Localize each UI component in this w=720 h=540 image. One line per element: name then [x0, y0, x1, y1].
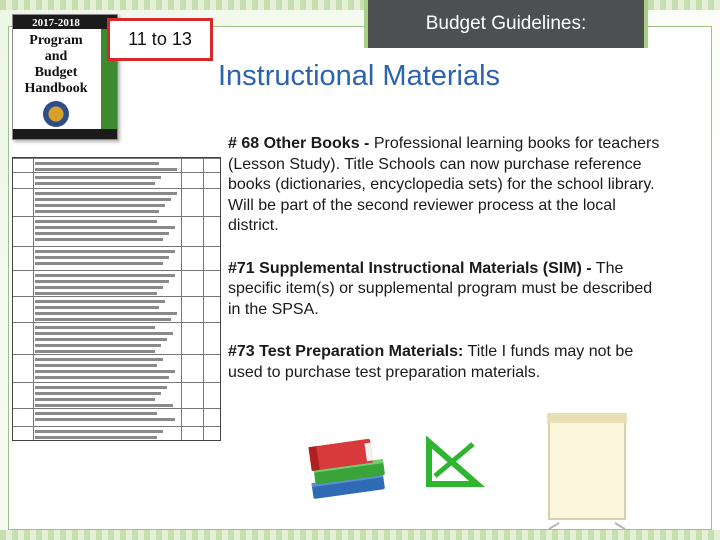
thumbnail-text-line [35, 412, 157, 415]
thumbnail-text-line [35, 376, 169, 379]
item-label: #73 Test Preparation Materials: [228, 343, 464, 360]
thumbnail-text-line [35, 220, 157, 223]
page-range-badge: 11 to 13 [107, 18, 213, 61]
thumbnail-text-line [35, 364, 157, 367]
thumbnail-text-line [35, 162, 159, 165]
handbook-title-line: Handbook [24, 81, 88, 96]
district-seal-icon [43, 101, 69, 127]
thumbnail-row [13, 270, 220, 271]
thumbnail-text-line [35, 182, 155, 185]
item-descriptions [228, 134, 668, 405]
bottom-stripe [0, 530, 720, 540]
thumbnail-text-line [35, 326, 155, 329]
thumbnail-text-line [35, 292, 157, 295]
section-heading: Instructional Materials [218, 60, 501, 92]
thumbnail-row [13, 354, 220, 355]
handbook-cover-image [12, 14, 118, 140]
flip-chart-pad-icon [527, 405, 647, 530]
thumbnail-text-line [35, 274, 175, 277]
thumbnail-text-line [35, 204, 165, 207]
thumbnail-text-line [35, 198, 171, 201]
thumbnail-row [13, 172, 220, 173]
thumbnail-text-line [35, 306, 159, 309]
handbook-title-line: and [44, 49, 68, 64]
thumbnail-text-line [35, 168, 177, 171]
thumbnail-text-line [35, 398, 155, 401]
thumbnail-text-line [35, 262, 163, 265]
thumbnail-text-line [35, 250, 175, 253]
thumbnail-text-line [35, 318, 171, 321]
thumbnail-row [13, 188, 220, 189]
thumbnail-text-line [35, 256, 169, 259]
thumbnail-text-line [35, 404, 173, 407]
item-label: # 68 Other Books - [228, 135, 370, 152]
set-square-ruler-icon [425, 436, 485, 488]
thumbnail-row [13, 426, 220, 427]
thumbnail-row [13, 158, 220, 159]
thumbnail-text-line [35, 350, 155, 353]
thumbnail-text-line [35, 300, 165, 303]
thumbnail-text-line [35, 344, 161, 347]
thumbnail-text-line [35, 418, 175, 421]
thumbnail-row [13, 246, 220, 247]
item-text: Title I funds may not be used to purchase test preparation materials. [228, 343, 634, 381]
thumbnail-row [13, 322, 220, 323]
thumbnail-text-line [35, 210, 159, 213]
thumbnail-text-line [35, 176, 161, 179]
thumbnail-row [13, 382, 220, 383]
handbook-title-line: Program [29, 33, 83, 48]
handbook-year: 2017-2018 [32, 17, 80, 29]
thumbnail-text-line [35, 370, 175, 373]
thumbnail-text-line [35, 430, 163, 433]
thumbnail-text-line [35, 226, 175, 229]
thumbnail-text-line [35, 192, 177, 195]
stacked-books-icon [298, 420, 398, 520]
handbook-title-line: Budget [34, 65, 78, 80]
thumbnail-text-line [35, 358, 163, 361]
slide-title: Budget Guidelines: [364, 0, 648, 48]
thumbnail-text-line [35, 392, 161, 395]
item-text: Professional learning books for teachers (Lesson Study). Title Schools can now purchase reference books (dictionaries, encyclopedia sets) for the school library. Will be part of the second reviewer process at the local district. [228, 135, 660, 234]
thumbnail-text-line [35, 386, 167, 389]
item-test-preparation [228, 342, 668, 383]
thumbnail-row [13, 216, 220, 217]
thumbnail-text-line [35, 280, 169, 283]
item-text: The specific item(s) or supplemental program must be described in the SPSA. [228, 259, 653, 318]
thumbnail-text-line [35, 238, 163, 241]
thumbnail-text-line [35, 332, 173, 335]
thumbnail-text-line [35, 436, 157, 439]
thumbnail-text-line [35, 338, 167, 341]
thumbnail-text-line [35, 232, 169, 235]
item-label: #71 Supplemental Instructional Materials (SIM) - [228, 259, 592, 277]
thumbnail-row [13, 408, 220, 409]
thumbnail-row [13, 296, 220, 297]
document-table-thumbnail [12, 157, 221, 441]
item-other-books [228, 134, 668, 237]
thumbnail-text-line [35, 312, 177, 315]
item-supplemental-materials [228, 259, 668, 321]
thumbnail-text-line [35, 286, 163, 289]
